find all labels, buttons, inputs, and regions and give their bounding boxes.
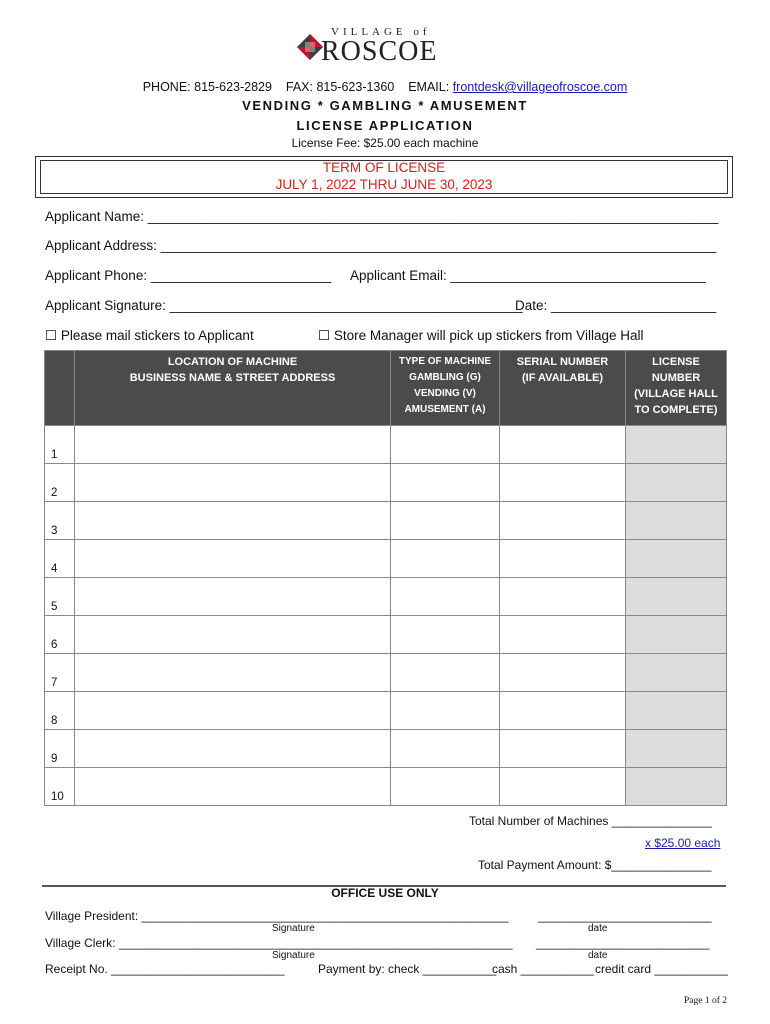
row-number-cell: 9: [45, 730, 75, 768]
row-number-cell: 6: [45, 616, 75, 654]
location-cell[interactable]: [75, 426, 391, 464]
license-number-cell[interactable]: [626, 692, 727, 730]
fee-per-machine-text: x $25.00 each: [645, 836, 721, 850]
license-fee-text: License Fee: $25.00 each machine: [291, 136, 479, 150]
term-heading: TERM OF LICENSE: [322, 160, 446, 175]
serial-number-cell[interactable]: [500, 654, 626, 692]
license-header-line2: NUMBER: [651, 372, 701, 384]
machine-type-cell[interactable]: [391, 730, 500, 768]
machine-table: [44, 350, 727, 806]
president-date-caption: date: [588, 923, 608, 934]
location-cell[interactable]: [75, 692, 391, 730]
license-number-cell[interactable]: [626, 540, 727, 578]
serial-number-cell[interactable]: [500, 540, 626, 578]
type-header-line1: TYPE OF MACHINE: [398, 356, 492, 367]
machine-type-cell[interactable]: [391, 540, 500, 578]
president-date-field[interactable]: __________________________: [538, 909, 712, 923]
location-cell[interactable]: [75, 502, 391, 540]
row-number-header: [45, 351, 75, 426]
machine-type-cell[interactable]: [391, 464, 500, 502]
logo-roscoe-text: ROSCOE: [321, 36, 438, 67]
license-number-cell[interactable]: [626, 730, 727, 768]
serial-header-line1: SERIAL NUMBER: [516, 356, 609, 368]
clerk-date-caption: date: [588, 950, 608, 961]
village-logo: [297, 26, 457, 66]
serial-number-cell[interactable]: [500, 464, 626, 502]
fax-text: FAX: 815-623-1360: [285, 80, 395, 94]
serial-number-cell[interactable]: [500, 692, 626, 730]
table-row: [45, 654, 727, 692]
total-payment-field[interactable]: Total Payment Amount: $_______________: [478, 858, 712, 872]
license-number-header: [626, 351, 727, 426]
machine-type-cell[interactable]: [391, 502, 500, 540]
license-number-cell[interactable]: [626, 616, 727, 654]
row-number-cell: 7: [45, 654, 75, 692]
license-number-cell[interactable]: [626, 426, 727, 464]
row-number-cell: 5: [45, 578, 75, 616]
serial-header-line2: (IF AVAILABLE): [521, 372, 604, 384]
total-machines-field[interactable]: Total Number of Machines _______________: [469, 814, 712, 828]
president-signature-caption: Signature: [272, 923, 315, 934]
location-header-line2: BUSINESS NAME & STREET ADDRESS: [129, 372, 336, 384]
contact-line: [0, 80, 770, 94]
email-link[interactable]: frontdesk@villageofroscoe.com: [452, 80, 628, 94]
location-cell[interactable]: [75, 616, 391, 654]
machine-type-cell[interactable]: [391, 692, 500, 730]
table-row: [45, 426, 727, 464]
logo-village-text: VILLAGE of: [331, 26, 431, 38]
location-cell[interactable]: [75, 464, 391, 502]
machine-type-cell[interactable]: [391, 768, 500, 806]
phone-text: PHONE: 815-623-2829: [142, 80, 272, 94]
license-number-cell[interactable]: [626, 654, 727, 692]
receipt-number-field[interactable]: Receipt No. __________________________: [45, 962, 285, 976]
row-number-cell: 2: [45, 464, 75, 502]
payment-cash-field[interactable]: cash ___________: [492, 962, 595, 976]
applicant-address-field[interactable]: Applicant Address: __________________________________________________________________________: [45, 238, 717, 253]
village-president-field[interactable]: Village President: _______________________________________________________: [45, 909, 509, 923]
location-cell[interactable]: [75, 540, 391, 578]
applicant-signature-field[interactable]: Applicant Signature: _______________________________________________: [45, 298, 523, 313]
page-number: Page 1 of 2: [684, 996, 728, 1006]
table-row: [45, 578, 727, 616]
payment-check-field[interactable]: Payment by: check ___________: [318, 962, 497, 976]
location-header: [75, 351, 391, 426]
applicant-name-field[interactable]: Applicant Name: ____________________________________________________________________________: [45, 209, 719, 224]
license-header-line1: LICENSE: [652, 356, 700, 368]
office-use-heading: OFFICE USE ONLY: [331, 886, 439, 900]
type-header-line3: VENDING (V): [414, 388, 476, 399]
type-header: [391, 351, 500, 426]
village-clerk-field[interactable]: Village Clerk: ___________________________________________________________: [45, 936, 513, 950]
row-number-cell: 3: [45, 502, 75, 540]
machine-type-cell[interactable]: [391, 654, 500, 692]
serial-number-cell[interactable]: [500, 502, 626, 540]
machine-type-cell[interactable]: [391, 616, 500, 654]
table-row: [45, 502, 727, 540]
serial-number-cell[interactable]: [500, 730, 626, 768]
type-header-line4: AMUSEMENT (A): [404, 404, 486, 415]
location-cell[interactable]: [75, 730, 391, 768]
license-number-cell[interactable]: [626, 578, 727, 616]
table-row: [45, 768, 727, 806]
location-cell[interactable]: [75, 578, 391, 616]
serial-header: [500, 351, 626, 426]
type-header-line2: GAMBLING (G): [409, 372, 481, 383]
location-cell[interactable]: [75, 654, 391, 692]
table-row: [45, 730, 727, 768]
machine-type-cell[interactable]: [391, 578, 500, 616]
table-row: [45, 616, 727, 654]
payment-credit-field[interactable]: credit card ___________: [595, 962, 728, 976]
serial-number-cell[interactable]: [500, 768, 626, 806]
form-title-line2: LICENSE APPLICATION: [296, 118, 474, 133]
license-header-line3: (VILLAGE HALL: [634, 388, 718, 400]
row-number-cell: 4: [45, 540, 75, 578]
applicant-phone-field[interactable]: Applicant Phone: ________________________: [45, 268, 332, 283]
license-number-cell[interactable]: [626, 768, 727, 806]
applicant-email-field[interactable]: Applicant Email: __________________________________: [350, 268, 706, 283]
clerk-signature-caption: Signature: [272, 950, 315, 961]
mail-stickers-checkbox[interactable]: ☐ Please mail stickers to Applicant: [45, 328, 254, 343]
location-cell[interactable]: [75, 768, 391, 806]
table-row: [45, 692, 727, 730]
term-dates: JULY 1, 2022 THRU JUNE 30, 2023: [275, 177, 493, 192]
serial-number-cell[interactable]: [500, 616, 626, 654]
serial-number-cell[interactable]: [500, 578, 626, 616]
row-number-cell: 10: [45, 768, 75, 806]
email-label: EMAIL:: [408, 80, 450, 94]
table-header-row: [45, 351, 727, 426]
roscoe-logo-icon: [297, 34, 323, 60]
clerk-date-field[interactable]: __________________________: [536, 936, 710, 950]
table-row: [45, 464, 727, 502]
row-number-cell: 8: [45, 692, 75, 730]
table-row: [45, 540, 727, 578]
applicant-date-field[interactable]: Date: ______________________: [515, 298, 717, 313]
license-number-cell[interactable]: [626, 502, 727, 540]
serial-number-cell[interactable]: [500, 426, 626, 464]
license-header-line4: TO COMPLETE): [634, 404, 718, 416]
license-number-cell[interactable]: [626, 464, 727, 502]
row-number-cell: 1: [45, 426, 75, 464]
form-title-line1: VENDING * GAMBLING * AMUSEMENT: [242, 98, 528, 113]
location-header-line1: LOCATION OF MACHINE: [167, 356, 298, 368]
machine-type-cell[interactable]: [391, 426, 500, 464]
pickup-stickers-checkbox[interactable]: ☐ Store Manager will pick up stickers from Village Hall: [318, 328, 644, 343]
